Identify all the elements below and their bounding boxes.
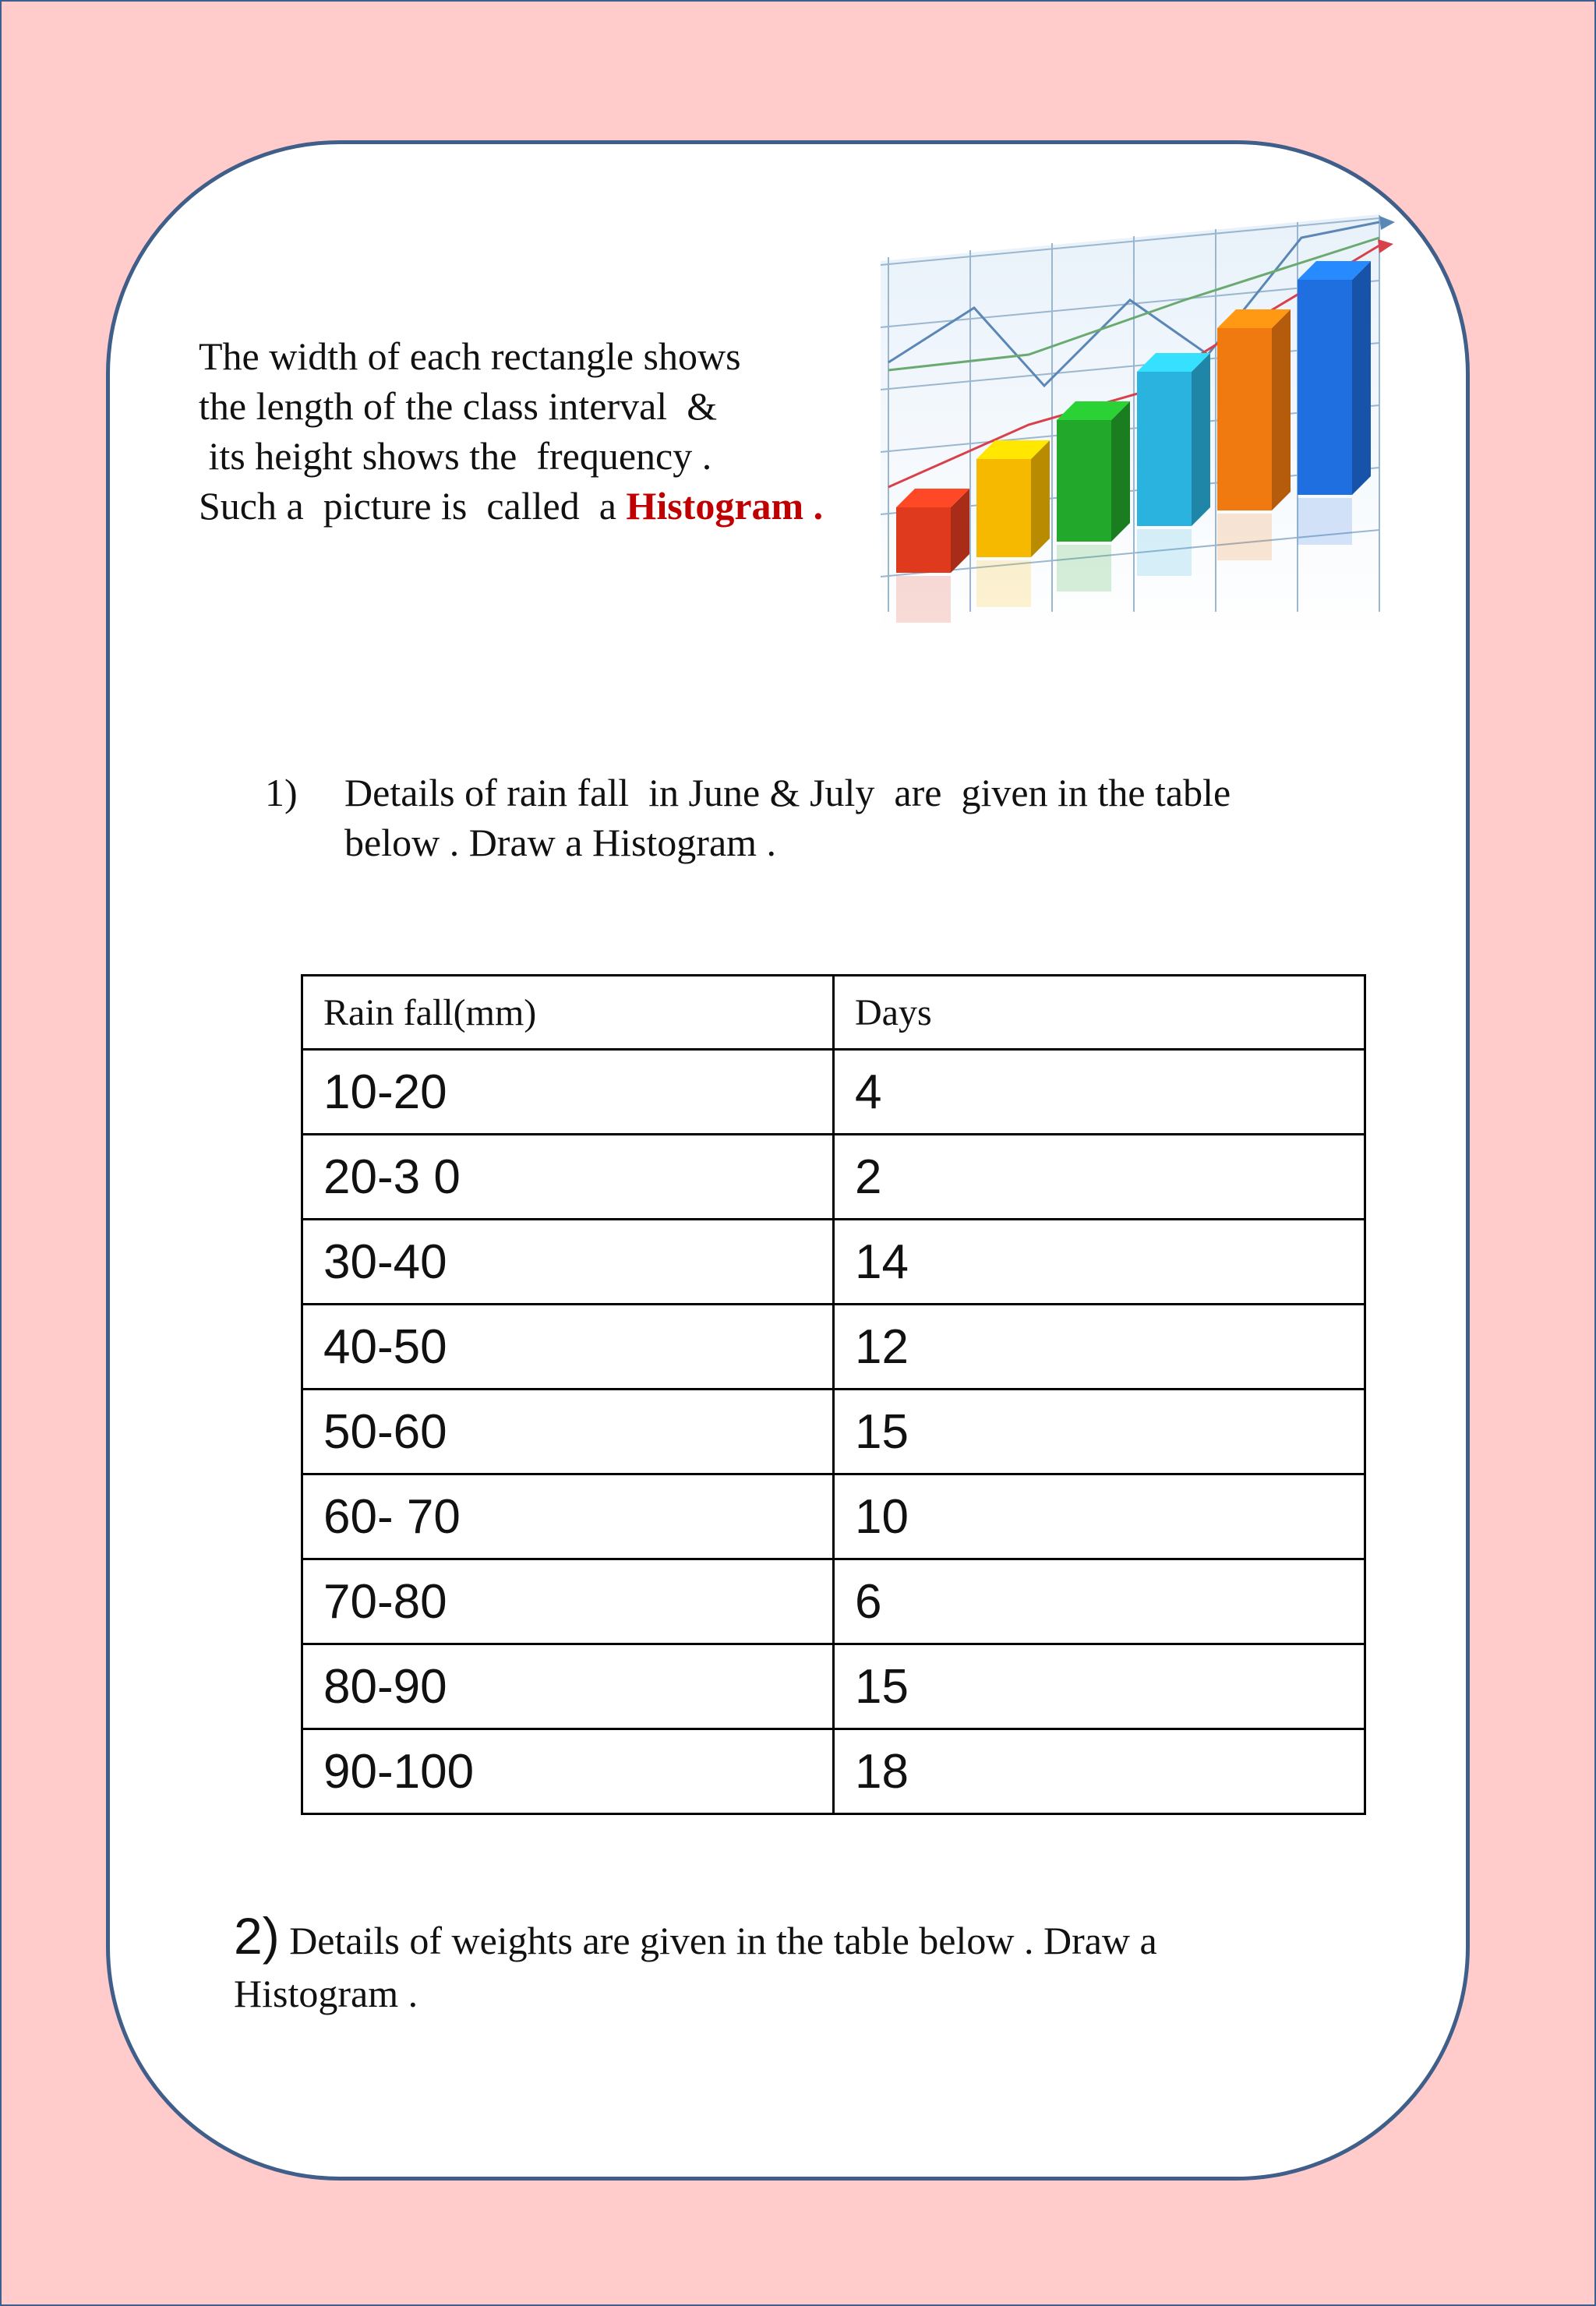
table-row	[302, 1050, 1365, 1135]
bar-side	[1272, 309, 1291, 510]
bar-reflection	[1057, 545, 1111, 592]
table-header-row	[302, 976, 1365, 1050]
days-cell: 2	[834, 1135, 1365, 1220]
bar-side	[1192, 353, 1210, 526]
bar-reflection	[896, 576, 951, 623]
intro-line-last	[199, 481, 900, 531]
days-cell: 4	[834, 1050, 1365, 1135]
intro-line: the length of the class interval &	[199, 384, 718, 428]
table-row	[302, 1474, 1365, 1559]
bar-front	[976, 459, 1031, 557]
bar-reflection	[1298, 498, 1352, 545]
question-2-text: Details of weights are given in the table below . Draw a Histogram .	[234, 1919, 1157, 2015]
bar-front	[896, 507, 951, 573]
question-2-number: 2)	[234, 1907, 280, 1965]
table-row	[302, 1644, 1365, 1729]
intro-line-text: Such a picture is called a	[199, 484, 627, 528]
question-1-number: 1)	[265, 771, 298, 814]
table-row	[302, 1220, 1365, 1305]
table-row	[302, 1390, 1365, 1474]
question-1-line: below . Draw a Histogram .	[344, 821, 777, 864]
rainfall-cell: 70-80	[302, 1559, 834, 1644]
rainfall-cell: 10-20	[302, 1050, 834, 1135]
bar-side	[1031, 440, 1050, 557]
question-2	[234, 1909, 1325, 2020]
table-row	[302, 1135, 1365, 1220]
bar-reflection	[976, 560, 1031, 607]
question-1-text	[344, 768, 1358, 867]
arrow-head-blue	[1379, 216, 1395, 230]
table-row	[302, 1559, 1365, 1644]
rainfall-cell: 80-90	[302, 1644, 834, 1729]
bar-front	[1057, 420, 1111, 542]
days-cell: 15	[834, 1390, 1365, 1474]
bar-side	[1352, 261, 1371, 495]
header-rainfall: Rain fall(mm)	[302, 976, 834, 1050]
question-1-line: Details of rain fall in June & July are given in the table	[344, 771, 1231, 814]
days-cell: 10	[834, 1474, 1365, 1559]
header-days: Days	[834, 976, 1365, 1050]
rainfall-table	[301, 974, 1366, 1815]
intro-paragraph	[199, 331, 900, 531]
bar-reflection	[1137, 529, 1192, 576]
histogram-keyword: Histogram .	[626, 484, 824, 528]
rainfall-cell: 90-100	[302, 1729, 834, 1814]
bar-side	[1111, 401, 1130, 542]
intro-line: its height shows the frequency .	[199, 434, 712, 478]
bar-front	[1137, 372, 1192, 526]
rainfall-cell: 50-60	[302, 1390, 834, 1474]
rainfall-cell: 30-40	[302, 1220, 834, 1305]
days-cell: 18	[834, 1729, 1365, 1814]
days-cell: 6	[834, 1559, 1365, 1644]
rainfall-cell: 40-50	[302, 1305, 834, 1390]
rainfall-cell: 20-3 0	[302, 1135, 834, 1220]
intro-line: The width of each rectangle shows	[199, 334, 741, 378]
bar-front	[1217, 328, 1272, 510]
bar-reflection	[1217, 514, 1272, 560]
bar-front	[1298, 280, 1352, 495]
table-row	[302, 1305, 1365, 1390]
bar-chart-illustration	[873, 207, 1395, 666]
days-cell: 14	[834, 1220, 1365, 1305]
days-cell: 12	[834, 1305, 1365, 1390]
days-cell: 15	[834, 1644, 1365, 1729]
table-row	[302, 1729, 1365, 1814]
arrow-head-red	[1378, 239, 1393, 253]
rainfall-cell: 60- 70	[302, 1474, 834, 1559]
